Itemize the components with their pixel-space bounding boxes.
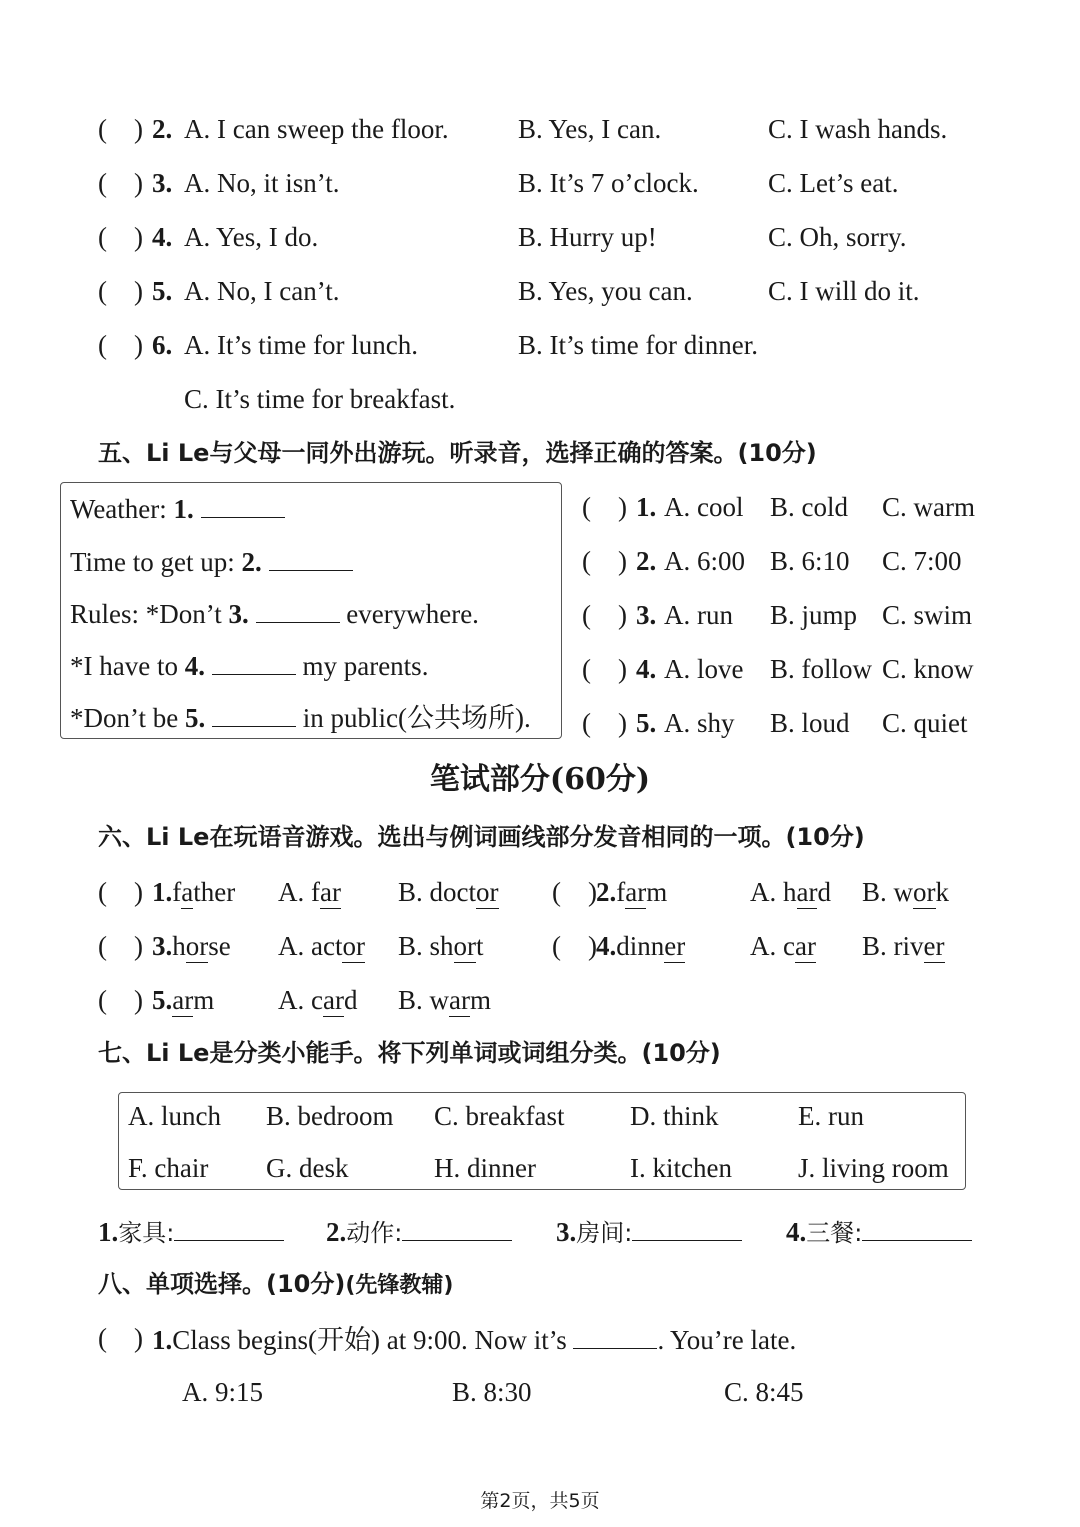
option-a: A. 6:00 xyxy=(664,546,745,576)
time-line xyxy=(70,544,353,578)
my-parents-text: my parents. xyxy=(302,651,429,681)
answer-paren[interactable]: ( ) xyxy=(98,931,143,961)
watermark-text: (先锋教辅) xyxy=(345,1273,454,1298)
option-a: A. 9:15 xyxy=(182,1377,263,1407)
word-item: J. living room xyxy=(798,1153,949,1183)
option-b: B. work xyxy=(862,877,950,907)
category-blank[interactable] xyxy=(174,1214,284,1241)
section6-title: 六、Li Le在玩语音游戏。选出与例词画线部分发音相同的一项。(10分) xyxy=(98,823,865,851)
everywhere-text: everywhere. xyxy=(346,599,479,629)
option-b: B. 8:30 xyxy=(452,1377,532,1407)
option-b: B. doctor xyxy=(398,877,499,907)
category-rooms: 3.房间: xyxy=(556,1214,742,1249)
written-part-title: 笔试部分(60分) xyxy=(429,762,651,797)
word-item: B. bedroom xyxy=(266,1101,394,1131)
option-a: A. actor xyxy=(278,931,365,961)
option-b: B. river xyxy=(862,931,945,961)
option-b: B. warm xyxy=(398,985,492,1015)
option-a: A. love xyxy=(664,654,744,684)
option-b: B. cold xyxy=(770,492,848,522)
option-b: B. Yes, I can. xyxy=(518,114,662,144)
option-a: A. far xyxy=(278,877,341,907)
question-blank[interactable] xyxy=(573,1322,657,1349)
answer-paren[interactable]: ( ) xyxy=(98,330,143,360)
option-b: B. short xyxy=(398,931,484,961)
word-item: C. breakfast xyxy=(434,1101,565,1131)
option-b: B. It’s time for dinner. xyxy=(518,330,758,360)
word-item: A. lunch xyxy=(128,1101,221,1131)
answer-paren[interactable]: ( ) xyxy=(582,654,627,684)
have-to-line xyxy=(70,648,428,682)
page-footer: 第2页，共5页 xyxy=(480,1490,600,1512)
section8-title: 八、单项选择。(10分)(先锋教辅) xyxy=(98,1270,454,1298)
weather-label: Weather: xyxy=(70,494,167,524)
option-a: A. No, I can’t. xyxy=(184,276,340,306)
question-number: 1. xyxy=(636,492,657,522)
example-word: 3.horse xyxy=(152,931,231,961)
blank-4[interactable] xyxy=(212,648,296,675)
answer-paren[interactable]: ( ) xyxy=(98,276,143,306)
option-a: A. I can sweep the floor. xyxy=(184,114,449,144)
example-word: 1.father xyxy=(152,877,236,907)
answer-paren[interactable]: ( ) xyxy=(98,114,143,144)
word-item: F. chair xyxy=(128,1153,209,1183)
option-c: C. Oh, sorry. xyxy=(768,222,907,252)
answer-paren[interactable]: ( ) xyxy=(552,877,597,907)
dont-be-line xyxy=(70,700,531,734)
blank-number: 2. xyxy=(241,547,262,577)
answer-paren[interactable]: ( ) xyxy=(98,1323,143,1353)
word-item: I. kitchen xyxy=(630,1153,732,1183)
question-number: 6. xyxy=(152,330,173,360)
blank-5[interactable] xyxy=(212,700,296,727)
option-c: C. know xyxy=(882,654,974,684)
question-1: 1.Class begins(开始) at 9:00. Now it’s . You’re late. xyxy=(152,1322,796,1356)
blank-number: 3. xyxy=(228,599,249,629)
answer-paren[interactable]: ( ) xyxy=(582,708,627,738)
option-c: C. warm xyxy=(882,492,975,522)
rules-line xyxy=(70,596,479,630)
blank-number: 1. xyxy=(173,494,194,524)
word-item: D. think xyxy=(630,1101,719,1131)
option-a: A. shy xyxy=(664,708,735,738)
option-b: B. jump xyxy=(770,600,858,630)
have-to-label: *I have to xyxy=(70,651,178,681)
answer-paren[interactable]: ( ) xyxy=(98,168,143,198)
option-c: C. I will do it. xyxy=(768,276,920,306)
option-b: B. Yes, you can. xyxy=(518,276,693,306)
section5-title: 五、Li Le与父母一同外出游玩。听录音，选择正确的答案。(10分) xyxy=(98,439,817,467)
option-b: B. loud xyxy=(770,708,850,738)
example-word: 4.dinner xyxy=(596,931,686,961)
blank-2[interactable] xyxy=(269,544,353,571)
question-number: 2. xyxy=(152,114,173,144)
example-word: 2.farm xyxy=(596,877,668,907)
word-item: H. dinner xyxy=(434,1153,536,1183)
answer-paren[interactable]: ( ) xyxy=(582,600,627,630)
answer-paren[interactable]: ( ) xyxy=(98,222,143,252)
blank-number: 4. xyxy=(184,651,205,681)
question-number: 2. xyxy=(636,546,657,576)
example-word: 5.arm xyxy=(152,985,215,1015)
option-a: A. cool xyxy=(664,492,744,522)
option-a: A. car xyxy=(750,931,816,961)
in-public-text: in public(公共场所). xyxy=(302,703,531,733)
option-a: A. run xyxy=(664,600,733,630)
category-blank[interactable] xyxy=(402,1214,512,1241)
blank-1[interactable] xyxy=(201,491,285,518)
question-number: 4. xyxy=(636,654,657,684)
question-number: 4. xyxy=(152,222,173,252)
word-item: G. desk xyxy=(266,1153,349,1183)
category-blank[interactable] xyxy=(862,1214,972,1241)
option-c: C. It’s time for breakfast. xyxy=(184,384,456,414)
option-b: B. It’s 7 o’clock. xyxy=(518,168,699,198)
question-number: 5. xyxy=(152,276,173,306)
answer-paren[interactable]: ( ) xyxy=(582,492,627,522)
option-b: B. 6:10 xyxy=(770,546,850,576)
answer-paren[interactable]: ( ) xyxy=(98,985,143,1015)
category-meals: 4.三餐: xyxy=(786,1214,972,1249)
weather-line xyxy=(70,491,285,525)
question-number: 5. xyxy=(636,708,657,738)
option-c: C. 8:45 xyxy=(724,1377,804,1407)
word-item: E. run xyxy=(798,1101,864,1131)
option-c: C. swim xyxy=(882,600,973,630)
option-a: A. card xyxy=(278,985,358,1015)
answer-paren[interactable]: ( ) xyxy=(582,546,627,576)
blank-number: 5. xyxy=(185,703,206,733)
option-c: C. quiet xyxy=(882,708,968,738)
blank-3[interactable] xyxy=(256,596,340,623)
question-number: 3. xyxy=(636,600,657,630)
answer-paren[interactable]: ( ) xyxy=(98,877,143,907)
category-actions: 2.动作: xyxy=(326,1214,512,1249)
option-c: C. Let’s eat. xyxy=(768,168,899,198)
category-blank[interactable] xyxy=(632,1214,742,1241)
option-a: A. hard xyxy=(750,877,831,907)
category-furniture: 1.家具: xyxy=(98,1214,284,1249)
dont-be-label: *Don’t be xyxy=(70,703,179,733)
option-b: B. follow xyxy=(770,654,873,684)
rules-label: Rules: *Don’t xyxy=(70,599,222,629)
option-c: C. 7:00 xyxy=(882,546,962,576)
option-c: C. I wash hands. xyxy=(768,114,948,144)
option-a: A. Yes, I do. xyxy=(184,222,319,252)
question-number: 3. xyxy=(152,168,173,198)
option-a: A. It’s time for lunch. xyxy=(184,330,418,360)
option-a: A. No, it isn’t. xyxy=(184,168,340,198)
time-label: Time to get up: xyxy=(70,547,235,577)
section7-title: 七、Li Le是分类小能手。将下列单词或词组分类。(10分) xyxy=(98,1039,721,1067)
option-b: B. Hurry up! xyxy=(518,222,657,252)
answer-paren[interactable]: ( ) xyxy=(552,931,597,961)
